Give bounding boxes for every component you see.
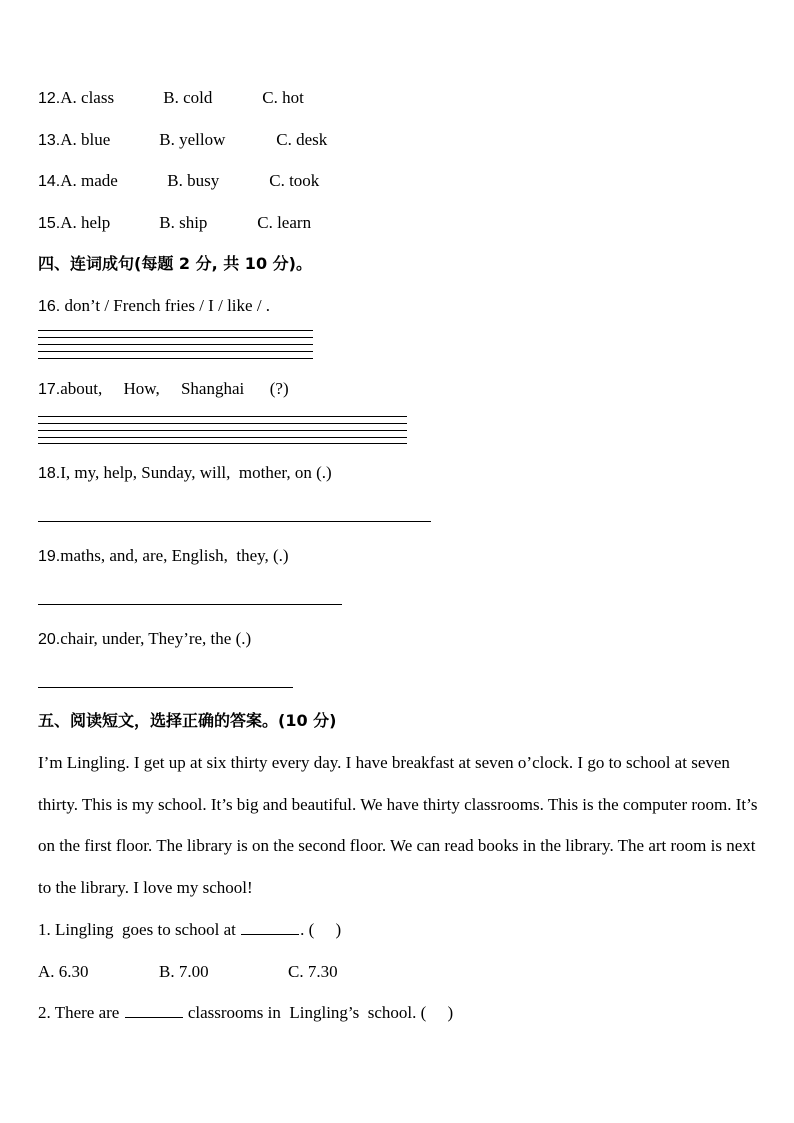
item-number: 15. — [38, 215, 61, 232]
answer-line — [38, 351, 313, 352]
question-text: 2. There are — [38, 1003, 124, 1022]
option-c: C. desk — [276, 130, 328, 149]
item-number: 14. — [38, 173, 61, 190]
question-1-options — [38, 962, 338, 982]
reading-question-1 — [38, 920, 341, 940]
sentence-item-19 — [38, 546, 289, 567]
option-c: C. learn — [257, 213, 312, 232]
answer-line — [38, 430, 407, 431]
item-number: 16. — [38, 298, 61, 315]
option-c: C. hot — [262, 88, 304, 107]
option-a: A. help — [60, 213, 111, 232]
choice-item-12 — [38, 88, 304, 109]
option-a: A. made — [60, 171, 118, 190]
answer-line — [38, 437, 407, 438]
answer-line — [38, 330, 313, 331]
item-words: don’t / French fries / I / like / . — [60, 296, 271, 315]
option-b: B. yellow — [159, 130, 226, 149]
option-b: B. busy — [167, 171, 220, 190]
choice-item-13 — [38, 130, 327, 151]
answer-blank — [125, 1003, 183, 1018]
option-a: A. blue — [60, 130, 111, 149]
reading-passage: I’m Lingling. I get up at six thirty every day. I have breakfast at seven o’clock. I go to school at seven thirty. This is my school. It’s big and beautiful. We have thirty classrooms. This is the computer room. It’s on the first floor. The library is on the second floor. We can read books in the library. The art room is next to the library. I love my school! — [38, 753, 758, 897]
option-a: A. class — [60, 88, 115, 107]
question-text-end: . ( ) — [300, 920, 342, 939]
item-words: maths, and, are, English, they, (.) — [60, 546, 289, 565]
answer-line — [38, 443, 407, 444]
answer-blank — [241, 920, 299, 935]
item-number: 19. — [38, 548, 61, 565]
choice-item-15 — [38, 213, 311, 234]
item-words: chair, under, They’re, the (.) — [60, 629, 252, 648]
option-b: B. cold — [163, 88, 213, 107]
question-text-end: classrooms in Lingling’s school. ( ) — [183, 1003, 454, 1022]
sentence-item-16 — [38, 296, 270, 317]
section-5-heading: 五、阅读短文，选择正确的答案。(10 分) — [38, 711, 337, 730]
answer-line — [38, 423, 407, 424]
option-b: B. 7.00 — [159, 962, 209, 981]
option-b: B. ship — [159, 213, 208, 232]
answer-line — [38, 687, 293, 688]
sentence-item-18 — [38, 463, 332, 484]
answer-line — [38, 344, 313, 345]
option-c: C. took — [269, 171, 320, 190]
answer-line — [38, 416, 407, 417]
sentence-item-17 — [38, 379, 289, 400]
item-number: 18. — [38, 465, 61, 482]
answer-line — [38, 521, 431, 522]
item-number: 20. — [38, 631, 61, 648]
choice-item-14 — [38, 171, 319, 192]
item-words: about, How, Shanghai (?) — [60, 379, 289, 398]
answer-line — [38, 337, 313, 338]
item-number: 12. — [38, 90, 61, 107]
sentence-item-20 — [38, 629, 251, 650]
item-words: I, my, help, Sunday, will, mother, on (.) — [60, 463, 332, 482]
answer-line — [38, 358, 313, 359]
reading-question-2 — [38, 1003, 453, 1023]
item-number: 17. — [38, 381, 61, 398]
answer-line — [38, 604, 342, 605]
item-number: 13. — [38, 132, 61, 149]
option-c: C. 7.30 — [288, 962, 338, 981]
option-a: A. 6.30 — [38, 962, 89, 981]
question-text: 1. Lingling goes to school at — [38, 920, 241, 939]
section-4-heading: 四、连词成句(每题 2 分, 共 10 分)。 — [38, 254, 312, 273]
